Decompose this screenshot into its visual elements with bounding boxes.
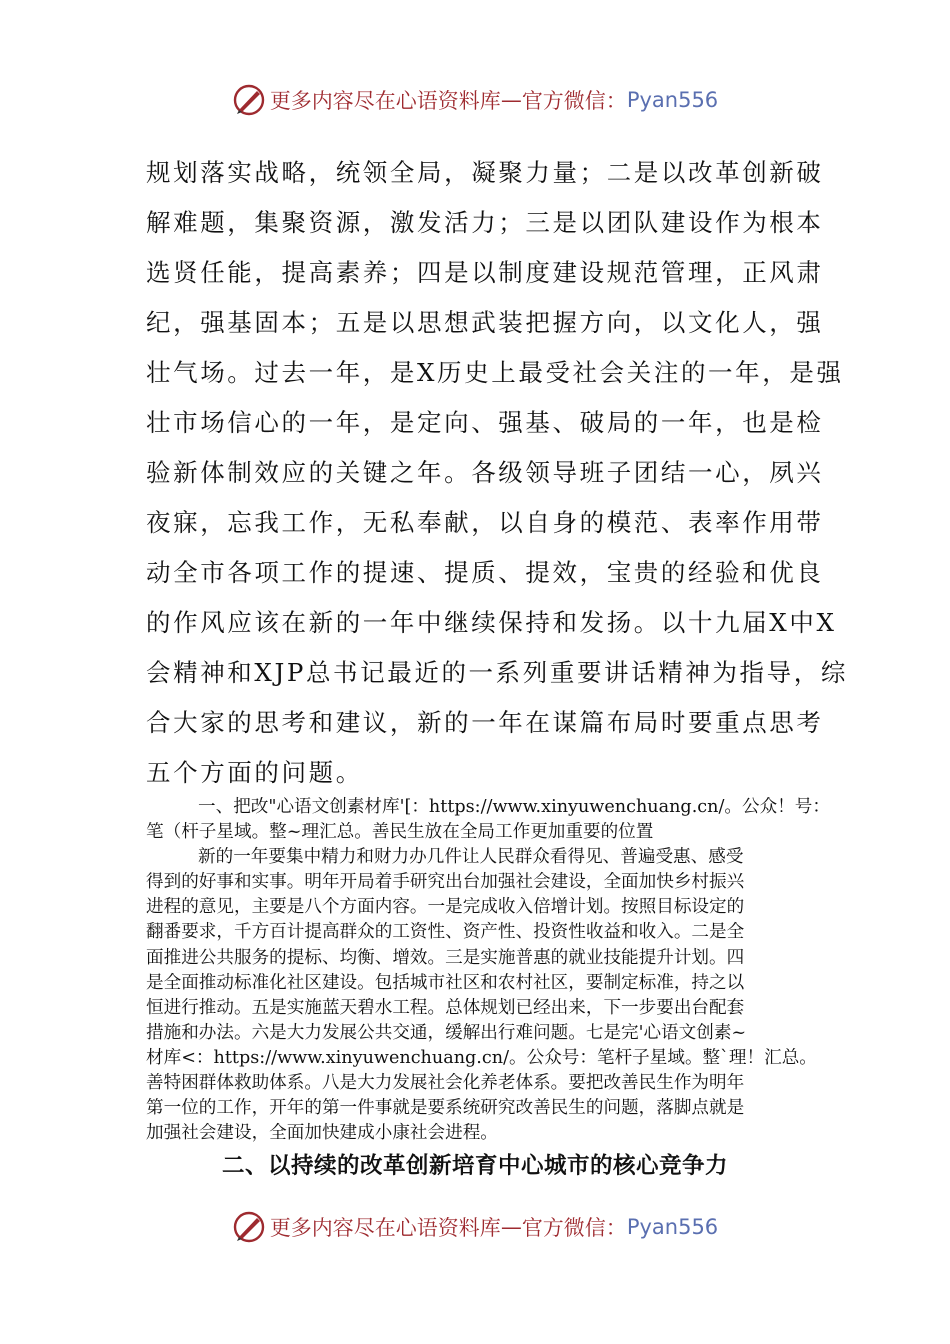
section-line: 得到的好事和实事。明年开局着手研究出台加强社会建设，全面加快乡村振兴 (146, 872, 745, 893)
section-line: 一、把改"心语文创素材库'[：https://www.xinyuwenchuang.cn/。公众！号： (198, 797, 830, 817)
banner-text: 更多内容尽在心语资料库 (269, 89, 501, 113)
paragraph-line: 合大家的思考和建议，新的一年在谋篇布局时要重点思考 (146, 708, 824, 737)
paragraph-line: 验新体制效应的关键之年。各级领导班子团结一心，夙兴 (146, 458, 824, 487)
banner-separator: — (500, 1215, 522, 1239)
paragraph-line: 五个方面的问题。 (146, 758, 363, 787)
paragraph-line: 选贤任能，提高素养；四是以制度建设规范管理，正风肃 (146, 258, 824, 287)
section-line: 进程的意见，主要是八个方面内容。一是完成收入倍增计划。按照目标设定的 (146, 897, 745, 918)
banner-wechat-label: 官方微信： (521, 89, 627, 113)
paragraph-line: 壮市场信心的一年，是定向、强基、破局的一年，也是检 (146, 408, 824, 437)
paragraph-line: 会精神和XJP总书记最近的一系列重要讲话精神为指导，综 (146, 658, 848, 687)
pen-logo-icon (232, 83, 266, 117)
section-line: 新的一年要集中精力和财力办几件让人民群众看得见、普遍受惠、感受 (198, 847, 744, 868)
section-line: 措施和办法。六是大力发展公共交通，缓解出行难问题。七是完'心语文创素~ (146, 1022, 747, 1043)
paragraph-line: 解难题，集聚资源，激发活力；三是以团队建设作为根本 (146, 208, 824, 237)
section-heading: 二、以持续的改革创新培育中心城市的核心竞争力 (221, 1153, 728, 1179)
section-line: 翻番要求，千方百计提高群众的工资性、资产性、投资性收益和收入。二是全 (146, 922, 745, 943)
paragraph-line: 规划落实战略，统领全局，凝聚力量；二是以改革创新破 (146, 158, 824, 187)
banner-wechat-id: Pyan556 (626, 1215, 719, 1239)
section-line: 面推进公共服务的提标、均衡、增效。三是实施普惠的就业技能提升计划。四 (146, 947, 745, 968)
section-line: 是全面推动标准化社区建设。包括城市社区和农村社区，要制定标准，持之以 (146, 972, 745, 993)
pen-logo-icon (232, 1210, 266, 1244)
footer-banner (0, 1210, 950, 1244)
section-line: 第一位的工作，开年的第一件事就是要系统研究改善民生的问题，落脚点就是 (146, 1098, 745, 1119)
paragraph-line: 壮气场。过去一年，是X历史上最受社会关注的一年，是强 (146, 358, 844, 387)
section-line: 加强社会建设，全面加快建成小康社会进程。 (146, 1123, 498, 1144)
banner-text: 更多内容尽在心语资料库 (269, 1216, 501, 1240)
header-banner (0, 83, 950, 117)
paragraph-line: 夜寐，忘我工作，无私奉献，以自身的模范、表率作用带 (146, 508, 824, 537)
banner-wechat-id: Pyan556 (626, 88, 719, 112)
section-line: 恒进行推动。五是实施蓝天碧水工程。总体规划已经出来，下一步要出台配套 (146, 997, 745, 1018)
body-paragraph (146, 148, 848, 798)
banner-wechat-label: 官方微信： (521, 1216, 627, 1240)
section-line: 善特困群体救助体系。八是大力发展社会化养老体系。要把改善民生作为明年 (146, 1073, 745, 1094)
paragraph-line: 动全市各项工作的提速、提质、提效，宝贵的经验和优良 (146, 558, 824, 587)
section-line: 材库<：https://www.xinyuwenchuang.cn/。公众号：笔杆子星域。整`理！汇总。 (146, 1047, 817, 1068)
paragraph-line: 纪，强基固本；五是以思想武装把握方向，以文化人，强 (146, 308, 824, 337)
banner-separator: — (500, 88, 522, 112)
section-line: 笔（杆子星域。整~理汇总。善民生放在全局工作更加重要的位置 (146, 822, 654, 843)
paragraph-line: 的作风应该在新的一年中继续保持和发扬。以十九届X中X (146, 608, 837, 637)
section-one-text (146, 795, 830, 1146)
